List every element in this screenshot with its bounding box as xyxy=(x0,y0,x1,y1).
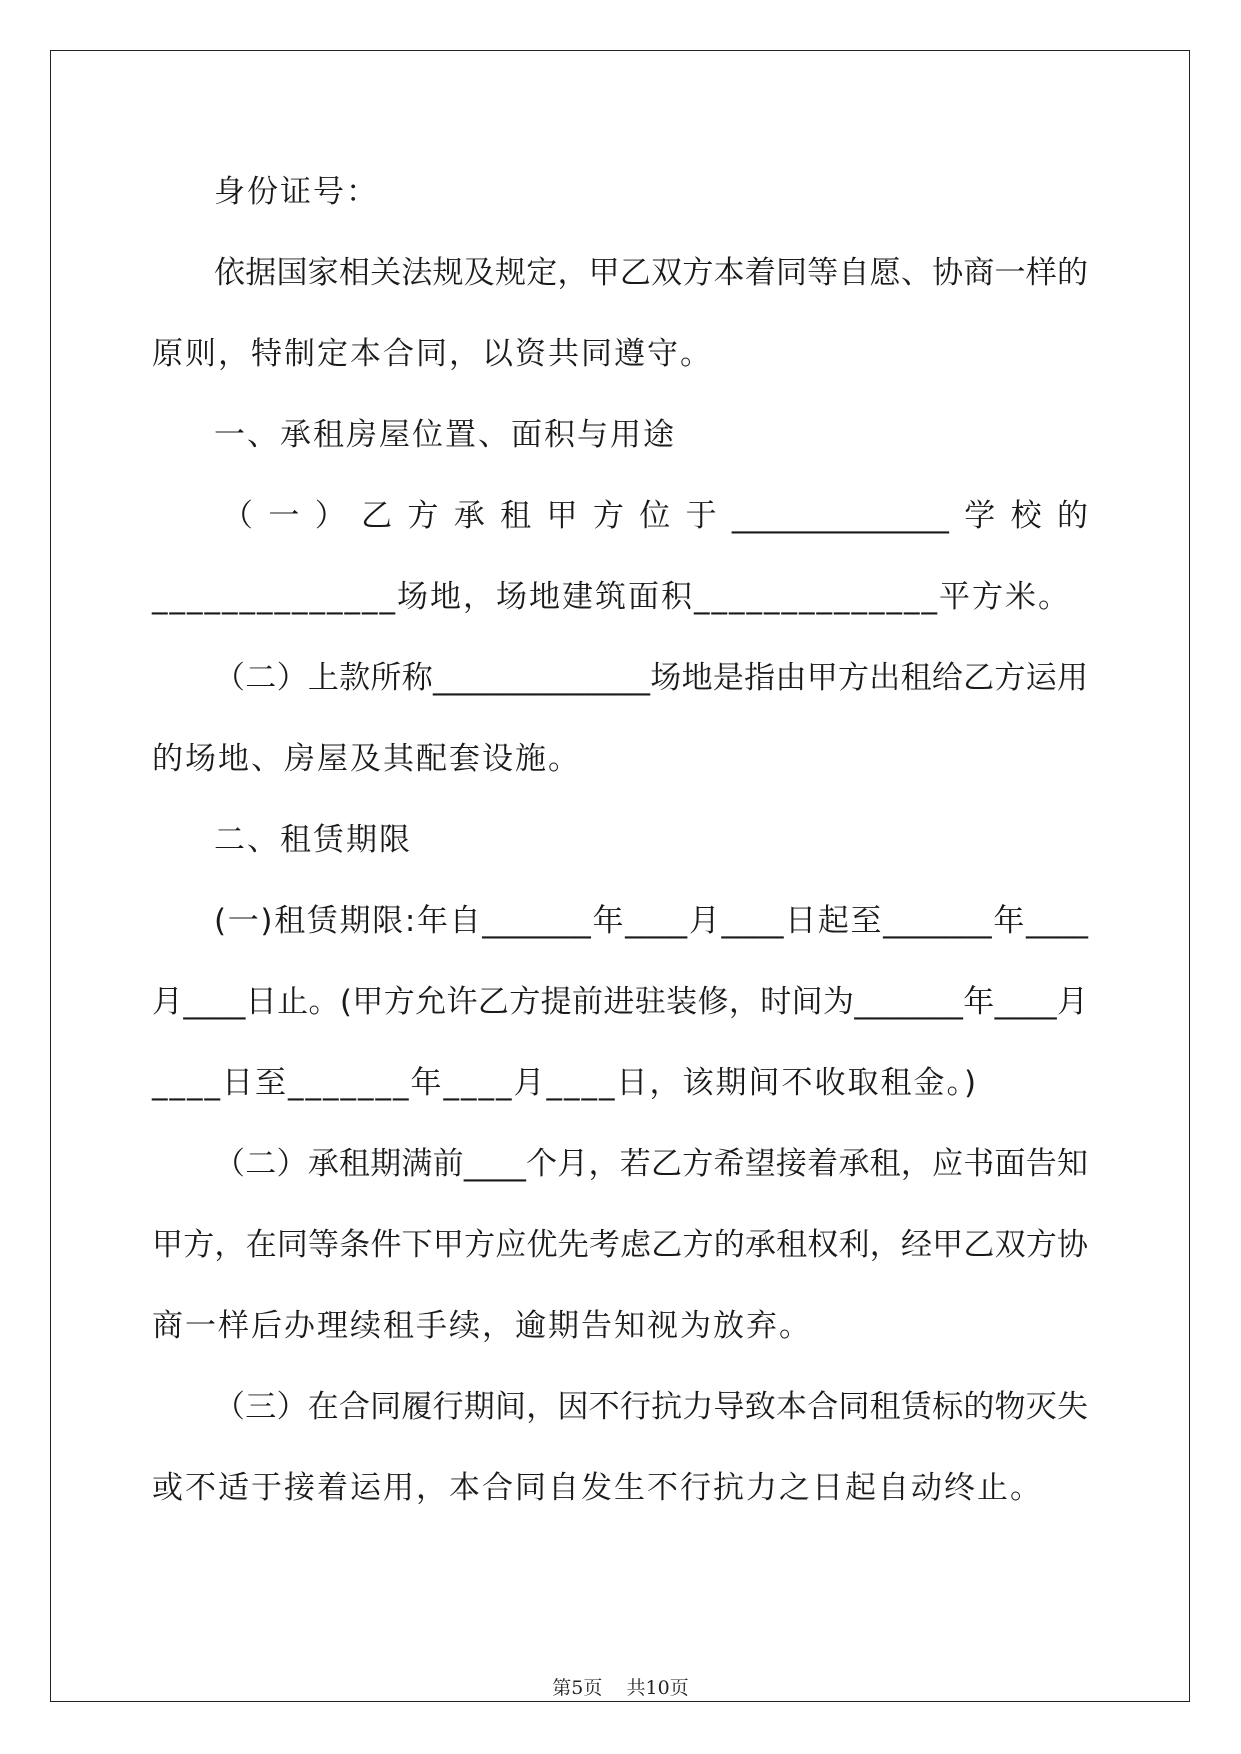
page-number-footer: 第5页 共10页 xyxy=(552,1677,689,1699)
clause-2-3-line-2: 或不适于接着运用，本合同自发生不行抗力之日起自动终止。 xyxy=(152,1470,1043,1506)
clause-2-2-line-3: 商一样后办理续租手续，逾期告知视为放弃。 xyxy=(152,1308,812,1344)
clause-2-1-line-3: ____日至_______年____月____日，该期间不收取租金。) xyxy=(152,1065,979,1101)
section-heading-1: 一、承租房屋位置、面积与用途 xyxy=(214,417,676,453)
id-number-label: 身份证号： xyxy=(214,174,379,210)
section-heading-2: 二、租赁期限 xyxy=(214,822,412,858)
clause-2-2-line-1: （二）承租期满前____个月，若乙方希望接着承租，应书面告知 xyxy=(214,1146,1088,1182)
intro-paragraph-line-1: 依据国家相关法规及规定，甲乙双方本着同等自愿、协商一样的 xyxy=(214,255,1088,291)
clause-2-3-line-1: （三）在合同履行期间，因不行抗力导致本合同租赁标的物灭失 xyxy=(214,1389,1088,1425)
clause-1-1-line-1: （一）乙方承租甲方位于______________学校的 xyxy=(222,498,1088,534)
clause-1-2-line-1: （二）上款所称______________场地是指由甲方出租给乙方运用 xyxy=(214,660,1088,696)
clause-2-1-line-2: 月____日止。(甲方允许乙方提前进驻装修，时间为_______年____月 xyxy=(152,984,1088,1020)
clause-1-2-line-2: 的场地、房屋及其配套设施。 xyxy=(152,741,581,777)
intro-paragraph-line-2: 原则，特制定本合同，以资共同遵守。 xyxy=(152,336,713,372)
clause-2-2-line-2: 甲方，在同等条件下甲方应优先考虑乙方的承租权利，经甲乙双方协 xyxy=(152,1227,1088,1263)
clause-2-1-line-1: (一)租赁期限:年自_______年____月____日起至_______年____ xyxy=(214,903,1088,939)
page-border xyxy=(50,50,1190,1702)
clause-1-1-line-2: ______________场地，场地建筑面积______________平方米。 xyxy=(152,579,1071,615)
